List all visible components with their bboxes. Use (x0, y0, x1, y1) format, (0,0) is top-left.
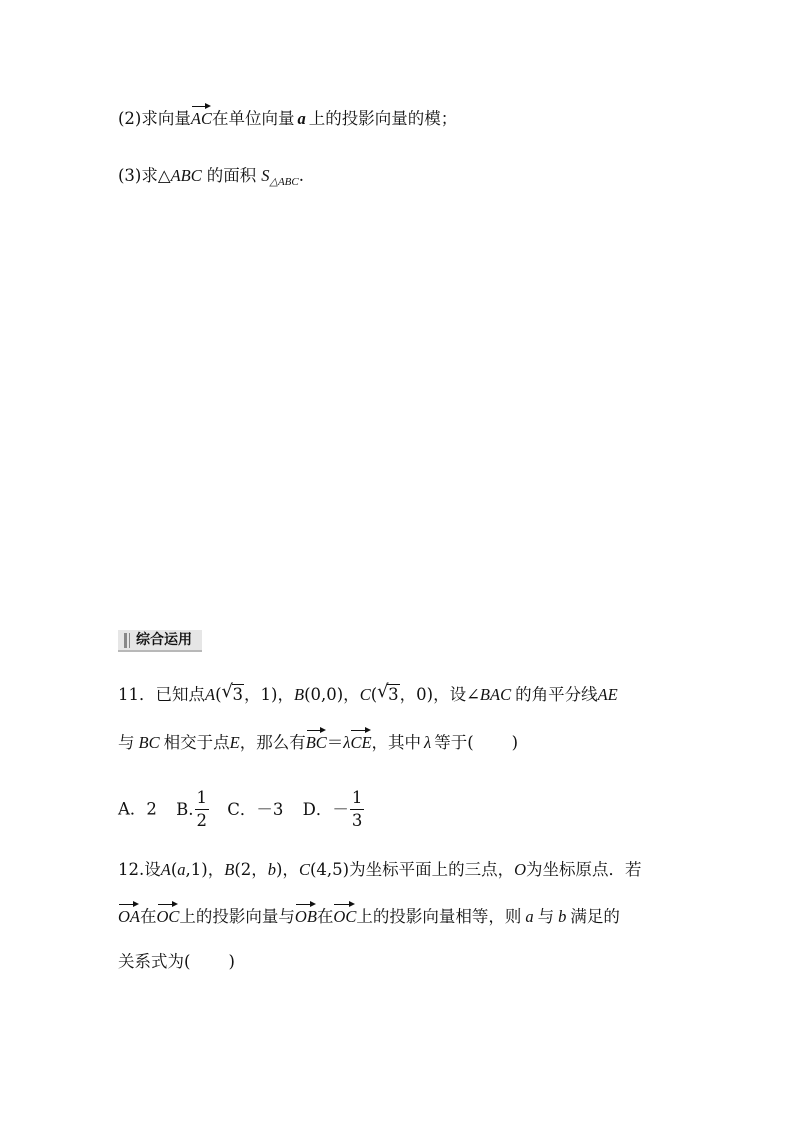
q11-line1 (118, 681, 618, 706)
answer-paren-open: 等于( (434, 733, 474, 752)
text-yu: 与 (537, 907, 555, 926)
frac-den: 3 (351, 811, 363, 830)
point-B: B (224, 860, 235, 879)
q12-line1-end: 为坐标原点．若 (526, 860, 642, 879)
var-a: a (177, 860, 186, 879)
vector-BC: BC (306, 730, 327, 754)
b-coord-close: )， (276, 860, 299, 879)
b-coord-open: (2， (234, 860, 268, 879)
paren-open: ( (370, 685, 378, 704)
q10-part3-prefix: (3)求△ (118, 166, 171, 185)
option-B-fraction (195, 787, 210, 832)
unit-vector-a: a (297, 109, 306, 128)
q10-part2-suffix: 上的投影向量的模； (308, 109, 458, 128)
paren-open: ( (170, 860, 178, 879)
option-B-label: B. (176, 799, 194, 819)
vector-OC: OC (333, 904, 356, 928)
option-D-fraction (350, 787, 365, 832)
a-coord-close: ,1)， (185, 860, 225, 879)
answer-paren-close: ) (228, 952, 235, 971)
paren-open: ( (215, 685, 222, 704)
area-subscript: △ABC (269, 176, 299, 188)
q11-line2-mid3: ，其中 (371, 733, 422, 752)
q11-line2-mid: 相交于点 (163, 733, 230, 752)
vector-OC: OC (157, 904, 180, 928)
c-coord: (4,5)为坐标平面上的三点， (309, 860, 515, 879)
option-A: A．2 (118, 799, 157, 819)
point-C: C (298, 860, 310, 879)
b-coord: (0,0)， (304, 685, 360, 704)
section-bar-icon (124, 633, 127, 648)
q11-line2-pre: 与 (118, 733, 135, 752)
q10-part3-suffix: . (298, 166, 304, 185)
sqrt-3 (377, 681, 400, 706)
point-O: O (514, 860, 526, 879)
q10-part3-mid: 的面积 (206, 166, 257, 185)
q12-line3-text: 关系式为( (118, 952, 191, 971)
point-A: A (205, 685, 216, 704)
q12-number: 12.设 (118, 860, 161, 879)
q12-line1 (118, 859, 642, 881)
frac-num: 1 (195, 787, 210, 810)
area-S: S (261, 166, 270, 185)
lambda: λ (424, 733, 432, 752)
a-coord-rest: ，1)， (244, 685, 294, 704)
equals-sign: ＝ (326, 733, 344, 752)
point-B: B (293, 685, 305, 704)
sqrt-icon: √ (377, 681, 389, 702)
q10-part2 (118, 106, 457, 130)
q10-part2-mid: 在单位向量 (211, 109, 295, 128)
q12-line2-t2: 上的投影向量与 (179, 907, 295, 926)
sqrt-icon: √ (221, 681, 234, 702)
section-title: 综合运用 (136, 632, 192, 648)
q12-line2-t6: 满足的 (570, 907, 620, 926)
section-bar-thin-icon (129, 633, 130, 648)
section-header (118, 630, 202, 652)
sqrt-3 (221, 681, 245, 706)
point-C: C (359, 685, 371, 704)
q11-line2 (118, 730, 518, 754)
lambda: λ (343, 733, 351, 752)
text-zai: 在 (140, 907, 157, 926)
q12-line3 (118, 951, 235, 973)
q10-part2-prefix: (2)求向量 (118, 109, 191, 128)
text-zai: 在 (316, 907, 334, 926)
var-b: b (267, 860, 276, 879)
angle-BAC: BAC (479, 685, 512, 704)
c-coord-rest: ，0)，设∠ (399, 685, 480, 704)
frac-den: 2 (196, 811, 208, 830)
segment-BC: BC (138, 733, 160, 752)
frac-num: 1 (350, 787, 365, 810)
option-C: C．－3 (227, 799, 284, 819)
sqrt-body: 3 (388, 685, 399, 704)
triangle-ABC: ABC (170, 166, 202, 185)
q10-part3 (118, 165, 304, 193)
q11-options (118, 787, 365, 832)
vector-CE: CE (350, 730, 371, 754)
vector-OB: OB (295, 904, 317, 928)
answer-paren-close: ) (511, 733, 519, 752)
q12-line2 (118, 904, 620, 928)
option-D-label: D．－ (302, 799, 349, 819)
vector-AC: AC (191, 106, 212, 130)
q12-line2-t4: 上的投影向量相等，则 (356, 907, 522, 926)
vector-OA: OA (118, 904, 140, 928)
q11-number: 11．已知点 (118, 685, 205, 704)
var-b: b (558, 907, 567, 926)
q11-line2-mid2: ，那么有 (239, 733, 306, 752)
point-E: E (229, 733, 240, 752)
var-a: a (525, 907, 534, 926)
q11-line1-mid: 的角平分线 (515, 685, 598, 704)
sqrt-body: 3 (232, 685, 244, 704)
bisector-AE: AE (597, 685, 618, 704)
point-A: A (160, 860, 171, 879)
